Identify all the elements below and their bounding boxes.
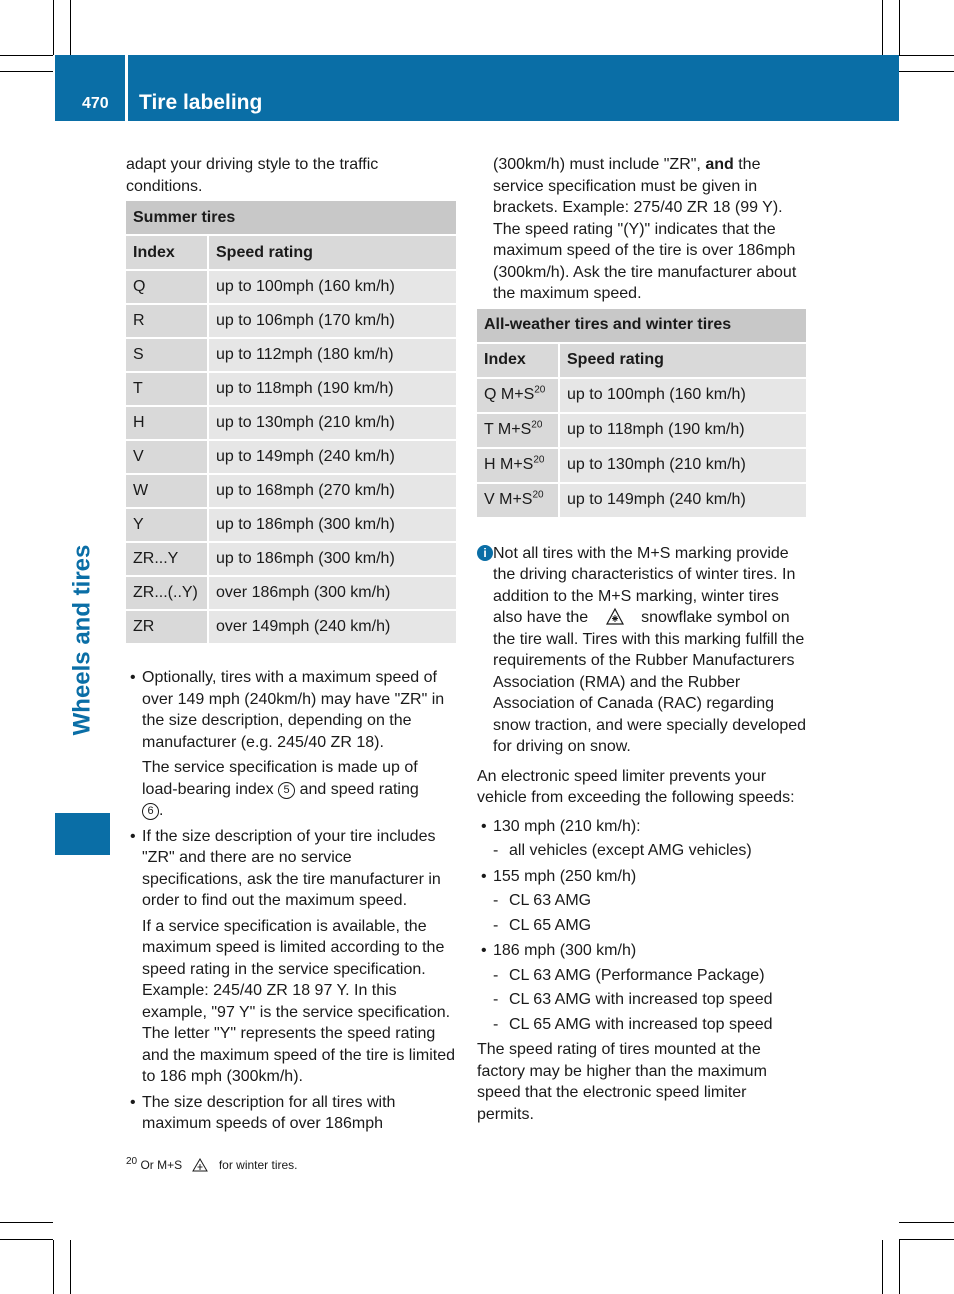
bullet-item [126,667,456,753]
speed-cell: up to 149mph (240 km/h) [208,440,456,474]
speed-cell: up to 118mph (190 km/h) [208,372,456,406]
closing-paragraph: The speed rating of tires mounted at the factory may be higher than the maximum speed that the electronic speed limiter permits. [477,1041,767,1123]
index-cell: V [126,440,208,474]
bullet-text: The size description for all tires with maximum speeds of over 186mph [142,1093,396,1132]
table-row [477,413,806,448]
crop-mark [899,1240,900,1294]
crop-mark [899,1222,954,1223]
index-cell: R [126,304,208,338]
index-cell: ZR...(..Y) [126,576,208,610]
table-row [126,474,456,508]
index-cell: ZR [126,610,208,644]
info-note [477,543,807,758]
header-divider [125,55,128,121]
bullet-item [126,1092,456,1135]
speed-label: 186 mph (300 km/h) [493,942,637,959]
bullet-continuation: If a service specification is available, the maximum speed is limited according to the speed rating in the service specification. Example: 245/40 ZR 18 97 Y. In this example, "97 Y" is the service specification. The letter "Y" represents the speed rating and the maximum speed of the tire is limited to 186 mph (300km/h). [142,917,456,1085]
index-cell: T [126,372,208,406]
column-header-index: Index [126,235,208,270]
footnote-ref: 20 [532,489,544,501]
sub-list-item: - CL 63 AMG [493,892,592,909]
bold-text: and [705,156,734,173]
snowflake-mountain-icon [185,1158,215,1172]
sub-list-item: - CL 63 AMG (Performance Package) [493,966,765,984]
list-item: • 155 mph (250 km/h) [481,867,637,885]
paragraph-text: (300km/h) must include "ZR", [493,156,701,173]
speed-cell: up to 100mph (160 km/h) [208,270,456,304]
table-row [477,378,806,413]
page-header [55,55,899,121]
crop-mark [70,1240,71,1294]
column-header-speed: Speed rating [559,343,806,378]
index-cell: H $M+S^{20}$ [477,448,559,483]
crop-mark [0,1239,53,1240]
speed-label: 155 mph (250 km/h) [493,867,637,885]
table-row [477,483,806,518]
sub-list-item: - CL 65 AMG with increased top speed [493,1015,773,1033]
index-cell: Y [126,508,208,542]
speed-cell: up to 100mph (160 km/h) [559,378,806,413]
index-cell: V $M+S^{20}$ [477,483,559,518]
section-side-tab [55,813,110,855]
bullet-continuation [126,757,456,822]
page-number: 470 [82,95,109,112]
crop-mark [882,1240,883,1294]
crop-mark [882,0,883,55]
speed-cell: up to 168mph (270 km/h) [208,474,456,508]
crop-mark [0,1222,53,1223]
crop-mark [899,55,954,56]
info-text: snowflake symbol on the tire wall. Tires with this marking fulfill the requirements of the Rubber Manufacturers Association (RMA) and the Rubber Association of Canada (RAC) regarding snow traction, and were specially developed for driving on snow. [493,609,807,755]
table-row [126,610,456,644]
continuation-text: and speed rating [299,780,419,798]
footnote-number: 20 [126,1156,138,1167]
footnote-text: for winter tires. [218,1158,298,1172]
vehicle-label: CL 63 AMG [509,892,592,909]
speed-cell: over 149mph (240 km/h) [208,610,456,644]
callout-number-6: 6 [142,803,159,820]
footnote-text: Or M+S [140,1158,183,1172]
intro-text: adapt your driving style to the traffic conditions. [126,156,379,195]
crop-mark [0,55,53,56]
index-cell: Q [126,270,208,304]
speed-cell: up to 130mph (210 km/h) [559,448,806,483]
info-icon: i [477,545,493,561]
info-text: Not all tires with the M+S marking provide the driving characteristics of winter tires. In addition to the M+S marking, winter tires also have the [493,544,796,626]
limiter-intro: An electronic speed limiter prevents your vehicle from exceeding the following speeds: [477,767,795,806]
list-item: • 186 mph (300 km/h) [481,942,637,959]
list-item: • 130 mph (210 km/h): [481,817,641,835]
bullet-text: Optionally, tires with a maximum speed of over 149 mph (240km/h) may have "ZR" in the size description, depending on the manufacturer (e.g. 245/40 ZR 18). [142,669,445,751]
index-cell: W [126,474,208,508]
snowflake-mountain-icon [593,607,637,625]
index-cell: H [126,406,208,440]
section-side-label-text: Wheels and tires [68,544,96,736]
vehicle-label: all vehicles (except AMG vehicles) [509,842,752,859]
table-row [126,508,456,542]
sub-list-item: - all vehicles (except AMG vehicles) [493,842,752,859]
table-row [126,440,456,474]
continuation-text: The service specification is made up of load-bearing index [142,759,418,798]
footnote-ref: 20 [531,419,543,431]
bullet-dot: • [130,827,136,845]
table-caption: All-weather tires and winter tires [477,309,806,343]
crop-mark [899,0,900,55]
crop-mark [70,0,71,55]
table-row [126,372,456,406]
continued-paragraph [477,154,807,305]
crop-mark [53,1240,54,1294]
left-column [126,154,456,1135]
bullet-dot: • [130,669,136,686]
index-cell: S [126,338,208,372]
footnote [126,1158,298,1172]
table-row [126,304,456,338]
speed-cell: up to 112mph (180 km/h) [208,338,456,372]
sub-list-item: - CL 65 AMG [493,916,592,934]
bullet-text: If the size description of your tire includes "ZR" and there are no service specifications, ask the tire manufacturer in order to find out the maximum speed. [142,827,441,909]
speed-cell: up to 118mph (190 km/h) [559,413,806,448]
right-column [477,154,807,1125]
table-caption: Summer tires [126,201,456,235]
crop-mark [53,0,54,55]
index-cell: Q $M+S^{20}$ [477,378,559,413]
speed-cell: up to 186mph (300 km/h) [208,508,456,542]
speed-label: 130 mph (210 km/h): [493,817,641,835]
vehicle-label: CL 63 AMG (Performance Package) [509,966,765,984]
table-row [126,406,456,440]
speed-limit-list [477,816,807,1036]
callout-number-5: 5 [278,782,295,799]
bullet-dot: • [130,1093,136,1111]
continuation-text: . [159,802,164,819]
table-row [126,576,456,610]
table-row [126,542,456,576]
table-row [126,338,456,372]
page-title: Tire labeling [139,91,263,114]
sub-list-item: - CL 63 AMG with increased top speed [493,991,773,1008]
winter-tires-table [477,309,806,519]
bullet-item [126,826,456,912]
footnote-ref: 20 [534,384,546,396]
table-row [126,270,456,304]
summer-tires-table [126,201,456,645]
vehicle-label: CL 63 AMG with increased top speed [509,991,773,1008]
vehicle-label: CL 65 AMG [509,916,592,934]
index-cell: T $M+S^{20}$ [477,413,559,448]
crop-mark [899,71,954,72]
speed-cell: up to 186mph (300 km/h) [208,542,456,576]
paragraph-text: the service specification must be given in brackets. Example: 275/40 ZR 18 (99 Y). The speed rating "(Y)" indicates that the maximum speed of the tire is over 186mph (300km/h). Ask the tire manufacturer about the maximum speed. [493,156,797,302]
speed-cell: up to 130mph (210 km/h) [208,406,456,440]
footnote-ref: 20 [533,454,545,466]
table-row [477,448,806,483]
column-header-index: Index [477,343,559,378]
index-cell: ZR...Y [126,542,208,576]
column-header-speed: Speed rating [208,235,456,270]
speed-cell: up to 106mph (170 km/h) [208,304,456,338]
crop-mark [0,71,53,72]
vehicle-label: CL 65 AMG with increased top speed [509,1015,773,1033]
speed-cell: over 186mph (300 km/h) [208,576,456,610]
speed-cell: up to 149mph (240 km/h) [559,483,806,518]
crop-mark [899,1239,954,1240]
section-side-label [55,470,110,810]
